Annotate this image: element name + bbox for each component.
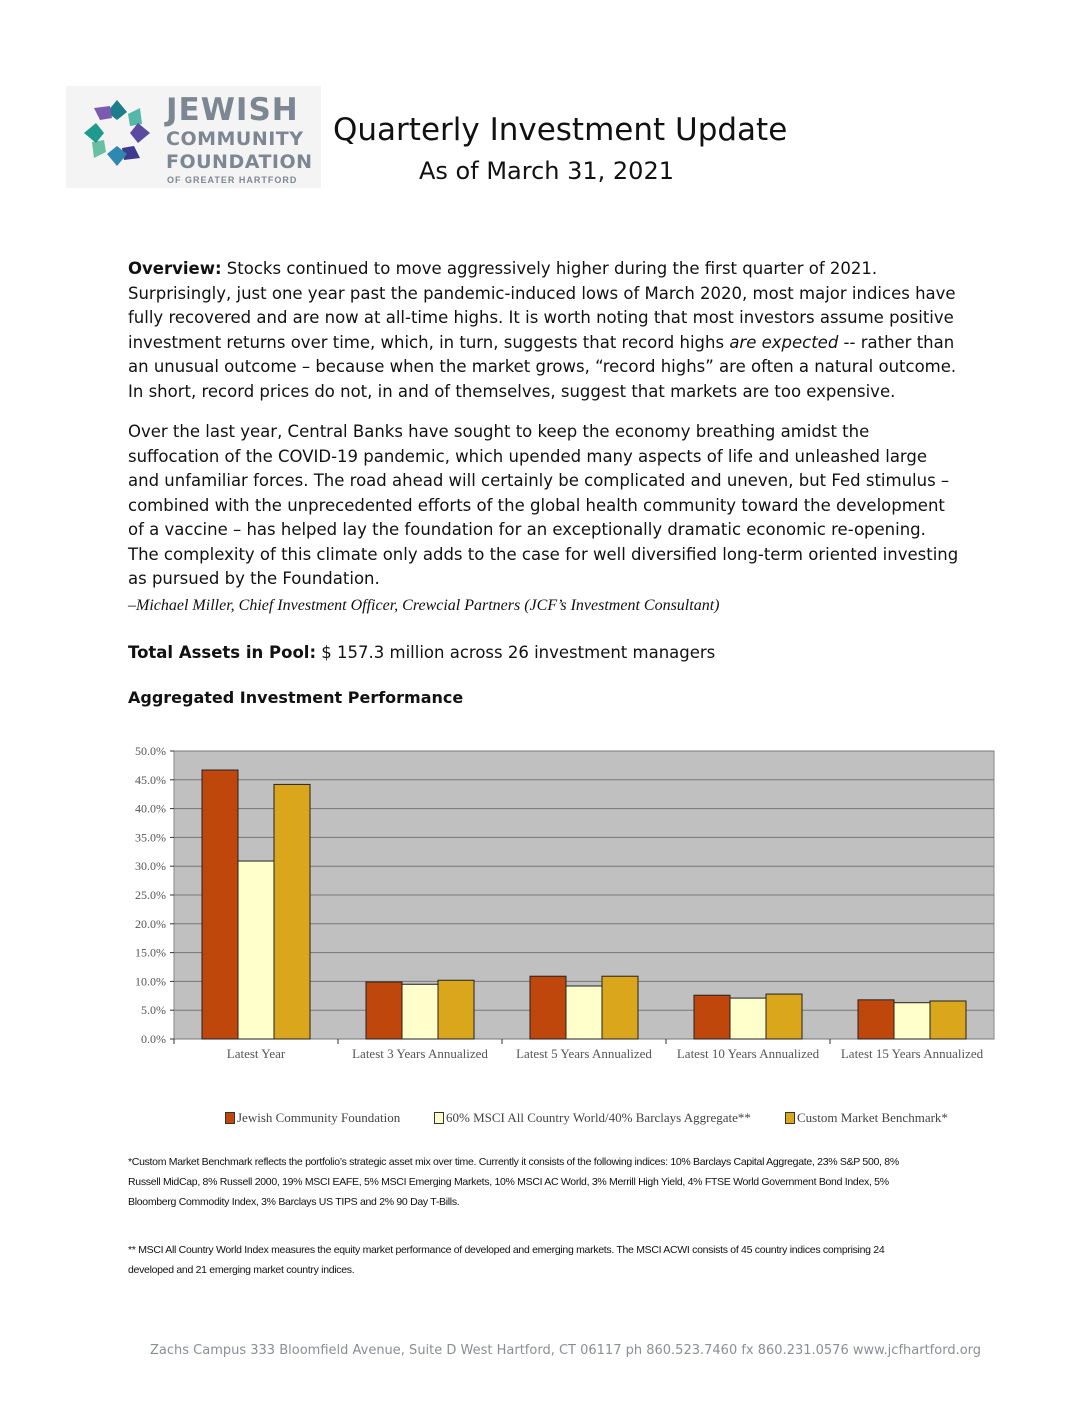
y-tick-label: 50.0% — [135, 744, 166, 758]
central-banks-paragraph: Over the last year, Central Banks have sought to keep the economy breathing amidst the suffocation of the COVID-19 pandemic, which upended many aspects of life and unleashed large and unfamiliar forces. The road ahead will certainly be complicated and uneven, but Fed stimulus – combined with the unprecedented efforts of the global health community toward the development of a vaccine – has helped lay the foundation for an exceptionally dramatic economic re-opening. The complexity of this climate only adds to the case for well diversified long-term oriented investing as pursued by the Foundation. — [128, 422, 959, 588]
y-tick-label: 0.0% — [141, 1032, 166, 1046]
y-tick-label: 30.0% — [135, 859, 166, 874]
total-assets — [128, 643, 715, 662]
x-tick-label: Latest Year — [226, 1046, 286, 1061]
overview-text-after: -- rather than an unusual outcome – because when the market grows, “record highs” are often a natural outcome. In short, record prices do not, in and of themselves, suggest that markets are too expensive. — [128, 332, 957, 401]
legend-item — [785, 1110, 948, 1126]
x-tick-label: Latest 3 Years Annualized — [352, 1046, 488, 1061]
performance-chart — [100, 740, 1000, 1080]
bar — [402, 984, 438, 1039]
logo-line-3: FOUNDATION — [166, 151, 313, 173]
y-tick-label: 40.0% — [135, 801, 166, 816]
y-tick-label: 20.0% — [135, 916, 166, 931]
bar — [730, 998, 766, 1039]
y-tick-label: 35.0% — [135, 830, 166, 845]
legend-label: 60% MSCI All Country World/40% Barclays Aggregate** — [446, 1110, 751, 1125]
bar — [766, 994, 802, 1039]
overview-paragraph — [128, 257, 960, 404]
logo-line-4: OF GREATER HARTFORD — [167, 175, 298, 185]
total-assets-label: Total Assets in Pool: — [128, 643, 317, 662]
x-tick-label: Latest 5 Years Annualized — [516, 1046, 652, 1061]
bar — [530, 976, 566, 1039]
bar — [366, 982, 402, 1039]
bar — [858, 1000, 894, 1039]
address-footer: Zachs Campus 333 Bloomfield Avenue, Suite D West Hartford, CT 06117 ph 860.523.7460 fx 860.231.0576 www.jcfhartford.org — [150, 1343, 982, 1358]
y-tick-label: 15.0% — [135, 945, 166, 960]
performance-heading: Aggregated Investment Performance — [128, 688, 464, 707]
bar — [274, 784, 310, 1039]
bar — [930, 1001, 966, 1039]
legend-item — [434, 1110, 751, 1126]
bar — [438, 980, 474, 1039]
x-tick-label: Latest 15 Years Annualized — [840, 1046, 984, 1061]
bar — [566, 986, 602, 1039]
page-subtitle: As of March 31, 2021 — [419, 157, 674, 185]
logo-line-1: JEWISH — [166, 92, 299, 128]
benchmark-footnote: *Custom Market Benchmark reflects the portfolio’s strategic asset mix over time. Currently it consists of the following indices: 10% Barclays Capital Aggregate, 23% S&P 500, 8% Russell MidCap, 8% Russell 2000, 19% MSCI EAFE, 5% MSCI Emerging Markets, 10% MSCI AC World, 3% Merrill High Yield, 4% FTSE World Government Bond Index, 5% Bloomberg Commodity Index, 3% Barclays US TIPS and 2% 90 Day T-Bills. — [128, 1156, 899, 1208]
legend-swatch — [225, 1112, 235, 1124]
msci-footnote: ** MSCI All Country World Index measures the equity market performance of developed and emerging markets. The MSCI ACWI consists of 45 country indices comprising 24 developed and 21 emerging market country indices. — [128, 1244, 885, 1276]
star-logo-icon — [82, 98, 152, 168]
overview-label: Overview: — [128, 259, 222, 278]
logo-line-2: COMMUNITY — [166, 128, 304, 150]
x-tick-label: Latest 10 Years Annualized — [676, 1046, 820, 1061]
y-tick-label: 5.0% — [141, 1003, 166, 1018]
overview-emphasis: are expected — [729, 332, 839, 352]
y-tick-label: 10.0% — [135, 974, 166, 989]
legend-swatch — [434, 1112, 444, 1124]
page-title: Quarterly Investment Update — [333, 112, 788, 148]
overview-text: Stocks continued to move aggressively higher during the first quarter of 2021. Surprisingly, just one year past the pandemic-induced lows of March 2020, most major indices have fully recovered and are now at all-time highs. It is worth noting that most investors assume positive investment returns over time, which, in turn, suggests that record highs — [128, 259, 956, 352]
legend-label: Jewish Community Foundation — [237, 1110, 401, 1125]
y-tick-label: 25.0% — [135, 888, 166, 902]
y-tick-label: 45.0% — [135, 772, 166, 787]
bar — [894, 1003, 930, 1039]
foundation-logo — [66, 86, 321, 188]
bar — [202, 770, 238, 1039]
total-assets-value: $ 157.3 million across 26 investment managers — [316, 643, 716, 662]
legend-label: Custom Market Benchmark* — [797, 1110, 948, 1125]
bar — [694, 995, 730, 1039]
signature: –Michael Miller, Chief Investment Officer, Crewcial Partners (JCF’s Investment Consultant) — [128, 597, 720, 614]
legend-swatch — [785, 1112, 795, 1124]
bar — [602, 976, 638, 1039]
bar — [238, 861, 274, 1039]
legend-item — [225, 1110, 400, 1126]
